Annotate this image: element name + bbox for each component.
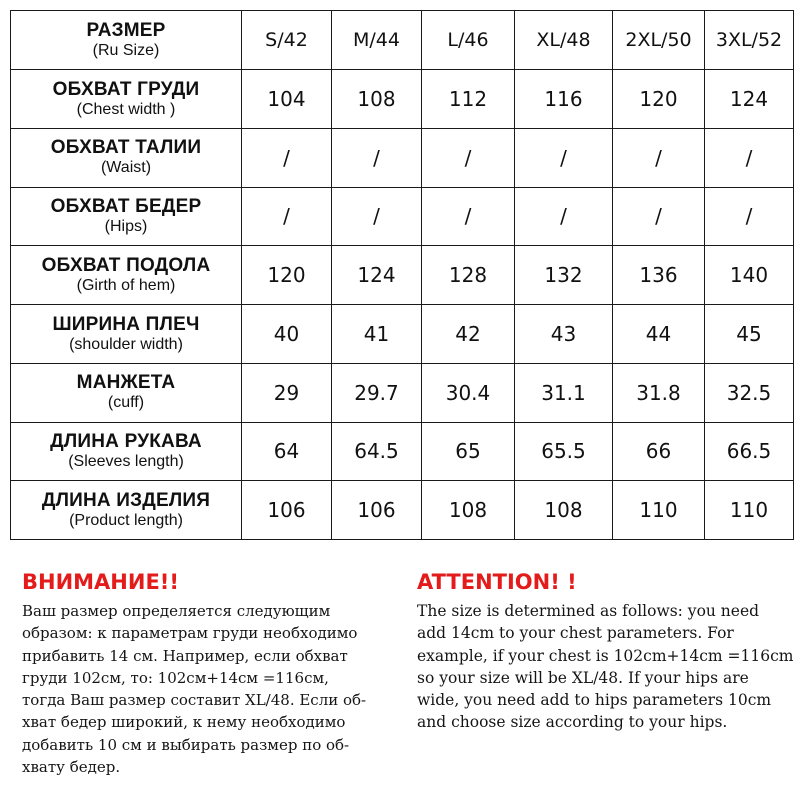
measurement-value: / xyxy=(515,128,613,187)
measurement-name-ru: ОБХВАТ ГРУДИ xyxy=(52,78,200,100)
measurement-name-ru: ОБХВАТ ПОДОЛА xyxy=(41,254,211,276)
measurement-label-cell xyxy=(11,128,242,187)
note-line: образом: к параметрам груди необходимо xyxy=(22,624,358,643)
measurement-value: / xyxy=(705,187,794,246)
measurement-value: 31.1 xyxy=(515,363,613,422)
header-label-ru: РАЗМЕР xyxy=(86,19,166,41)
measurement-name-ru: ДЛИНА ИЗДЕЛИЯ xyxy=(41,489,211,511)
measurement-value: 30.4 xyxy=(422,363,515,422)
measurement-name-ru: ДЛИНА РУКАВА xyxy=(50,431,202,453)
size-header: M/44 xyxy=(332,11,422,70)
measurement-value: 104 xyxy=(242,70,332,129)
measurement-value: 66.5 xyxy=(705,422,794,481)
measurement-value: / xyxy=(515,187,613,246)
measurement-row xyxy=(11,422,794,481)
measurement-label-cell xyxy=(11,422,242,481)
measurement-value: 31.8 xyxy=(613,363,705,422)
size-chart-body xyxy=(11,11,794,540)
note-line: so your size will be XL/48. If your hips are xyxy=(417,668,749,687)
attention-title-en: ATTENTION! ! xyxy=(417,570,577,594)
measurement-name-en: (cuff) xyxy=(107,394,145,412)
measurement-value: 108 xyxy=(422,481,515,540)
measurement-label-cell xyxy=(11,363,242,422)
measurement-label-cell xyxy=(11,246,242,305)
measurement-name-en: (Hips) xyxy=(104,218,148,236)
size-header: L/46 xyxy=(422,11,515,70)
measurement-value: 32.5 xyxy=(705,363,794,422)
measurement-name-en: (Waist) xyxy=(100,159,152,177)
measurement-value: 42 xyxy=(422,305,515,364)
measurement-value: 65.5 xyxy=(515,422,613,481)
measurement-label-cell xyxy=(11,481,242,540)
note-line: add 14cm to your chest parameters. For xyxy=(417,624,734,643)
note-line: хват бедер широкий, к нему необходимо xyxy=(22,713,346,732)
measurement-row xyxy=(11,305,794,364)
measurement-name-en: (Sleeves length) xyxy=(68,453,184,471)
measurement-value: 116 xyxy=(515,70,613,129)
measurement-row xyxy=(11,187,794,246)
measurement-value: 106 xyxy=(242,481,332,540)
measurement-name-en: (shoulder width) xyxy=(69,335,183,353)
note-line: and choose size according to your hips. xyxy=(417,713,728,732)
measurement-name-en: (Product length) xyxy=(69,511,183,529)
measurement-value: / xyxy=(422,128,515,187)
measurement-value: 64.5 xyxy=(332,422,422,481)
measurement-value: / xyxy=(332,128,422,187)
attention-text-ru xyxy=(22,600,407,778)
measurement-name-en: (Chest width ) xyxy=(76,100,176,118)
measurement-value: 132 xyxy=(515,246,613,305)
measurement-value: 120 xyxy=(613,70,705,129)
measurement-value: 29.7 xyxy=(332,363,422,422)
measurement-value: / xyxy=(705,128,794,187)
header-label-cell xyxy=(11,11,242,70)
measurement-label-cell xyxy=(11,70,242,129)
measurement-value: / xyxy=(422,187,515,246)
measurement-row xyxy=(11,246,794,305)
note-line: прибавить 14 см. Например, если обхват xyxy=(22,646,348,665)
size-header: XL/48 xyxy=(515,11,613,70)
measurement-label-cell xyxy=(11,305,242,364)
measurement-row xyxy=(11,70,794,129)
size-header: 2XL/50 xyxy=(613,11,705,70)
size-header: 3XL/52 xyxy=(705,11,794,70)
note-line: груди 102см, то: 102см+14см =116см, xyxy=(22,668,329,687)
measurement-value: 110 xyxy=(613,481,705,540)
notes-section xyxy=(0,560,800,800)
note-line: wide, you need add to hips parameters 10cm xyxy=(417,691,772,710)
measurement-value: 108 xyxy=(332,70,422,129)
measurement-row xyxy=(11,481,794,540)
measurement-value: 65 xyxy=(422,422,515,481)
measurement-value: 112 xyxy=(422,70,515,129)
measurement-value: 128 xyxy=(422,246,515,305)
measurement-value: / xyxy=(242,128,332,187)
measurement-value: 110 xyxy=(705,481,794,540)
measurement-value: 108 xyxy=(515,481,613,540)
attention-title-ru: ВНИМАНИЕ!! xyxy=(22,570,179,594)
measurement-value: 140 xyxy=(705,246,794,305)
measurement-value: 120 xyxy=(242,246,332,305)
measurement-value: 40 xyxy=(242,305,332,364)
note-line: тогда Ваш размер составит XL/48. Если об- xyxy=(22,691,367,710)
measurement-value: 136 xyxy=(613,246,705,305)
measurement-value: 43 xyxy=(515,305,613,364)
measurement-value: / xyxy=(613,128,705,187)
header-label-en: (Ru Size) xyxy=(92,41,160,59)
note-line: The size is determined as follows: you need xyxy=(417,602,760,620)
note-line: добавить 10 см и выбирать размер по об- xyxy=(22,735,350,754)
measurement-row xyxy=(11,363,794,422)
size-chart-table xyxy=(10,10,794,540)
measurement-name-en: (Girth of hem) xyxy=(76,276,176,294)
measurement-row xyxy=(11,128,794,187)
measurement-value: 124 xyxy=(705,70,794,129)
measurement-name-ru: МАНЖЕТА xyxy=(76,372,176,394)
measurement-value: / xyxy=(332,187,422,246)
note-line: example, if your chest is 102cm+14cm =116cm xyxy=(417,646,794,665)
measurement-name-ru: ШИРИНА ПЛЕЧ xyxy=(52,313,200,335)
measurement-name-ru: ОБХВАТ БЕДЕР xyxy=(50,196,202,218)
measurement-value: 41 xyxy=(332,305,422,364)
measurement-label-cell xyxy=(11,187,242,246)
header-row xyxy=(11,11,794,70)
measurement-value: 64 xyxy=(242,422,332,481)
attention-text-en xyxy=(417,600,797,734)
measurement-value: 124 xyxy=(332,246,422,305)
note-line: хвату бедер. xyxy=(22,758,121,777)
measurement-value: / xyxy=(242,187,332,246)
measurement-value: 44 xyxy=(613,305,705,364)
size-header: S/42 xyxy=(242,11,332,70)
measurement-value: 29 xyxy=(242,363,332,422)
note-line: Ваш размер определяется следующим xyxy=(22,602,331,620)
measurement-value: 66 xyxy=(613,422,705,481)
measurement-value: / xyxy=(613,187,705,246)
measurement-name-ru: ОБХВАТ ТАЛИИ xyxy=(50,137,202,159)
measurement-value: 45 xyxy=(705,305,794,364)
measurement-value: 106 xyxy=(332,481,422,540)
